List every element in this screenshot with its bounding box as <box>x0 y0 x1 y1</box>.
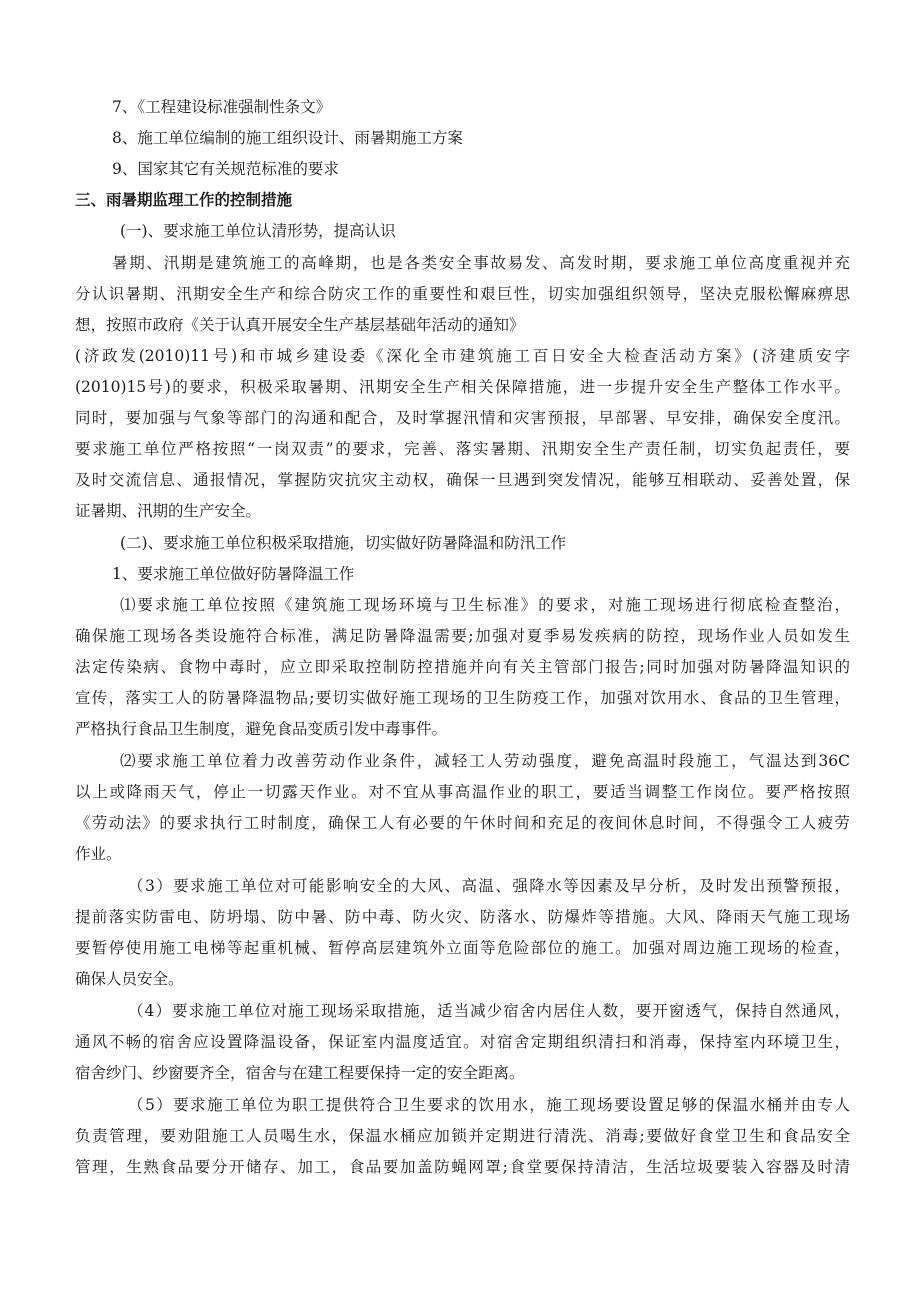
paragraph-line: 暑期、汛期是建筑施工的高峰期，也是各类安全事故易发、高发时期，要求施工单位高度重视并充 <box>112 254 850 272</box>
paragraph-line: (济政发(2010)11号)和市城乡建设委《深化全市建筑施工百日安全大检查活动方案》(济建质安字 <box>75 347 850 365</box>
list-item-9: 9、国家其它有关规范标准的要求 <box>112 160 339 178</box>
paragraph-line: ⑴要求施工单位按照《建筑施工现场环境与卫生标准》的要求，对施工现场进行彻底检查整治， <box>120 596 850 614</box>
section-heading-3: 三、雨暑期监理工作的控制措施 <box>75 190 293 209</box>
paragraph-line: 作业。 <box>75 845 122 863</box>
paragraph-line: 宿舍纱门、纱窗要齐全，宿舍与在建工程要保持一定的安全距离。 <box>75 1064 525 1082</box>
paragraph-line: 管理，生熟食品要分开储存、加工，食品要加盖防蝇网罩;食堂要保持清洁，生活垃圾要装入容器及时清 <box>75 1158 850 1176</box>
paragraph-line: 证暑期、汛期的生产安全。 <box>75 502 262 520</box>
paragraph-line: 法定传染病、食物中毒时，应立即采取控制防控措施并向有关主管部门报告;同时加强对防暑降温知识的 <box>75 658 850 676</box>
list-item-7: 7、《工程建设标准强制性条文》 <box>112 98 332 116</box>
list-item-8: 8、施工单位编制的施工组织设计、雨暑期施工方案 <box>112 129 463 147</box>
paragraph-line: 负责管理，要劝阻施工人员喝生水，保温水桶应加锁并定期进行清洗、消毒;要做好食堂卫生和食品安全 <box>75 1127 850 1145</box>
paragraph-line: 《劳动法》的要求执行工时制度，确保工人有必要的午休时间和充足的夜间休息时间，不得强令工人疲劳 <box>75 814 850 832</box>
paragraph-line: 宣传，落实工人的防暑降温物品;要切实做好施工现场的卫生防疫工作，加强对饮用水、食品的卫生管理， <box>75 689 850 707</box>
paragraph-line: （4）要求施工单位对施工现场采取措施，适当减少宿舍内居住人数，要开窗透气，保持自然通风， <box>128 1002 850 1020</box>
paragraph-line: （5）要求施工单位为职工提供符合卫生要求的饮用水，施工现场要设置足够的保温水桶并由专人 <box>128 1096 850 1114</box>
item-heading-1: 1、要求施工单位做好防暑降温工作 <box>112 565 355 583</box>
paragraph-line: (2010)15号)的要求，积极采取暑期、汛期安全生产相关保障措施，进一步提升安全生产整体工作水平。 <box>75 378 850 396</box>
paragraph-line: 确保人员安全。 <box>75 970 184 988</box>
paragraph-line: ⑵要求施工单位着力改善劳动作业条件，减轻工人劳动强度，避免高温时段施工，气温达到36C <box>120 752 850 770</box>
paragraph-line: 及时交流信息、通报情况，掌握防灾抗灾主动权，确保一旦遇到突发情况，能够互相联动、妥善处置，保 <box>75 471 850 489</box>
paragraph-line: 同时，要加强与气象等部门的沟通和配合，及时掌握汛情和灾害预报，早部署、早安排，确保安全度汛。 <box>75 409 850 427</box>
subsection-heading-1: (一)、要求施工单位认清形势，提高认识 <box>120 222 396 240</box>
paragraph-line: 要暂停使用施工电梯等起重机械、暂停高层建筑外立面等危险部位的施工。加强对周边施工现场的检查， <box>75 939 850 957</box>
paragraph-line: 确保施工现场各类设施符合标准，满足防暑降温需要;加强对夏季易发疾病的防控，现场作业人员如发生 <box>75 627 850 645</box>
paragraph-line: 分认识暑期、汛期安全生产和综合防灾工作的重要性和艰巨性，切实加强组织领导，坚决克服松懈麻痹思 <box>75 285 850 303</box>
paragraph-line: 通风不畅的宿舍应设置降温设备，保证室内温度适宜。对宿舍定期组织清扫和消毒，保持室内环境卫生， <box>75 1033 850 1051</box>
paragraph-line: 严格执行食品卫生制度，避免食品变质引发中毒事件。 <box>75 720 448 738</box>
paragraph-line: （3）要求施工单位对可能影响安全的大风、高温、强降水等因素及早分析，及时发出预警预报， <box>128 877 850 895</box>
subsection-heading-2: (二)、要求施工单位积极采取措施，切实做好防暑降温和防汛工作 <box>120 534 567 552</box>
paragraph-line: 要求施工单位严格按照“一岗双责”的要求，完善、落实暑期、汛期安全生产责任制，切实负起责任，要 <box>75 440 850 458</box>
paragraph-line: 以上或降雨天气，停止一切露天作业。对不宜从事高温作业的职工，要适当调整工作岗位。要严格按照 <box>75 783 850 801</box>
paragraph-line: 提前落实防雷电、防坍塌、防中暑、防中毒、防火灾、防落水、防爆炸等措施。大风、降雨天气施工现场 <box>75 908 850 926</box>
paragraph-line: 想，按照市政府《关于认真开展安全生产基层基础年活动的通知》 <box>75 316 525 334</box>
